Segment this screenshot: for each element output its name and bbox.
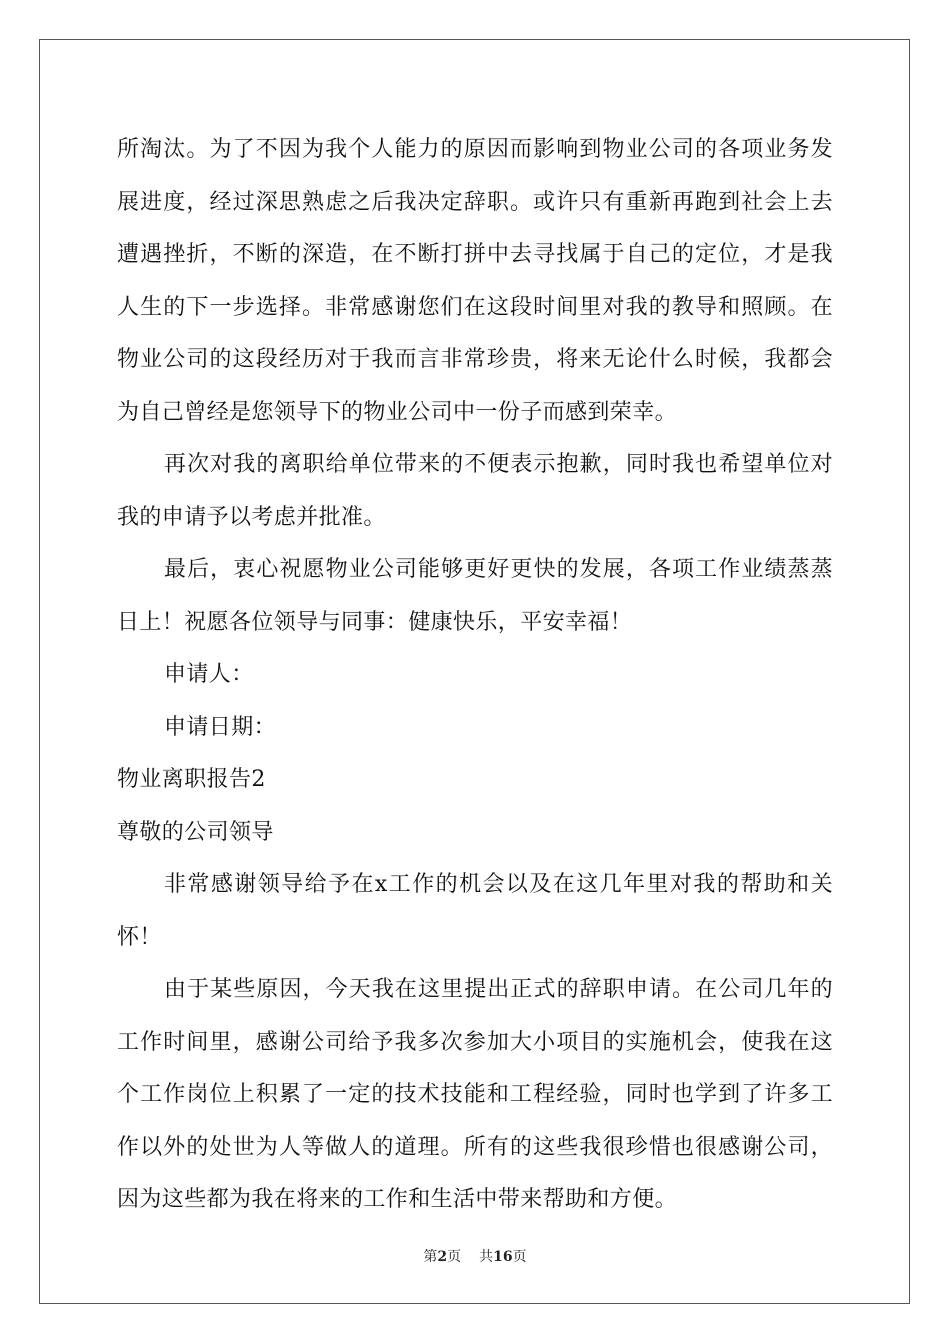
paragraph-4: 非常感谢领导给予在x工作的机会以及在这几年里对我的帮助和关怀！ — [117, 872, 833, 950]
document-body — [117, 124, 833, 1227]
paragraph-2: 再次对我的离职给单位带来的不便表示抱歉，同时我也希望单位对我的申请予以考虑并批准。 — [117, 452, 833, 530]
total-prefix: 共 — [479, 1249, 494, 1265]
page-total: 16 — [493, 1249, 513, 1265]
paragraph-5: 由于某些原因，今天我在这里提出正式的辞职申请。在公司几年的工作时间里，感谢公司给予我多次参加大小项目的实施机会，使我在这个工作岗位上积累了一定的技术技能和工程经验，同时也学到了许多工作以外的处世为人等做人的道理。所有的这些我很珍惜也很感谢公司，因为这些都为我在将来的工作和生活中带来帮助和方便。 — [117, 977, 833, 1212]
page-prefix: 第 — [423, 1249, 438, 1265]
total-suffix: 页 — [512, 1249, 527, 1265]
page-suffix: 页 — [447, 1249, 462, 1265]
applicant-line: 申请人： — [164, 662, 254, 687]
paragraph-1: 所淘汰。为了不因为我个人能力的原因而影响到物业公司的各项业务发展进度，经过深思熟虑之后我决定辞职。或许只有重新再跑到社会上去遭遇挫折，不断的深造，在不断打拼中去寻找属于自己的定位，才是我人生的下一步选择。非常感谢您们在这段时间里对我的教导和照顾。在物业公司的这段经历对于我而言非常珍贵，将来无论什么时候，我都会为自己曾经是您领导下的物业公司中一份子而感到荣幸。 — [117, 137, 833, 425]
page-footer — [0, 1247, 950, 1267]
paragraph-3: 最后，衷心祝愿物业公司能够更好更快的发展，各项工作业绩蒸蒸日上！祝愿各位领导与同事：健康快乐，平安幸福！ — [117, 557, 833, 635]
section-heading: 物业离职报告2 — [117, 767, 266, 792]
page-current: 2 — [437, 1249, 448, 1265]
salutation: 尊敬的公司领导 — [117, 819, 274, 845]
application-date-line: 申请日期： — [164, 714, 277, 740]
